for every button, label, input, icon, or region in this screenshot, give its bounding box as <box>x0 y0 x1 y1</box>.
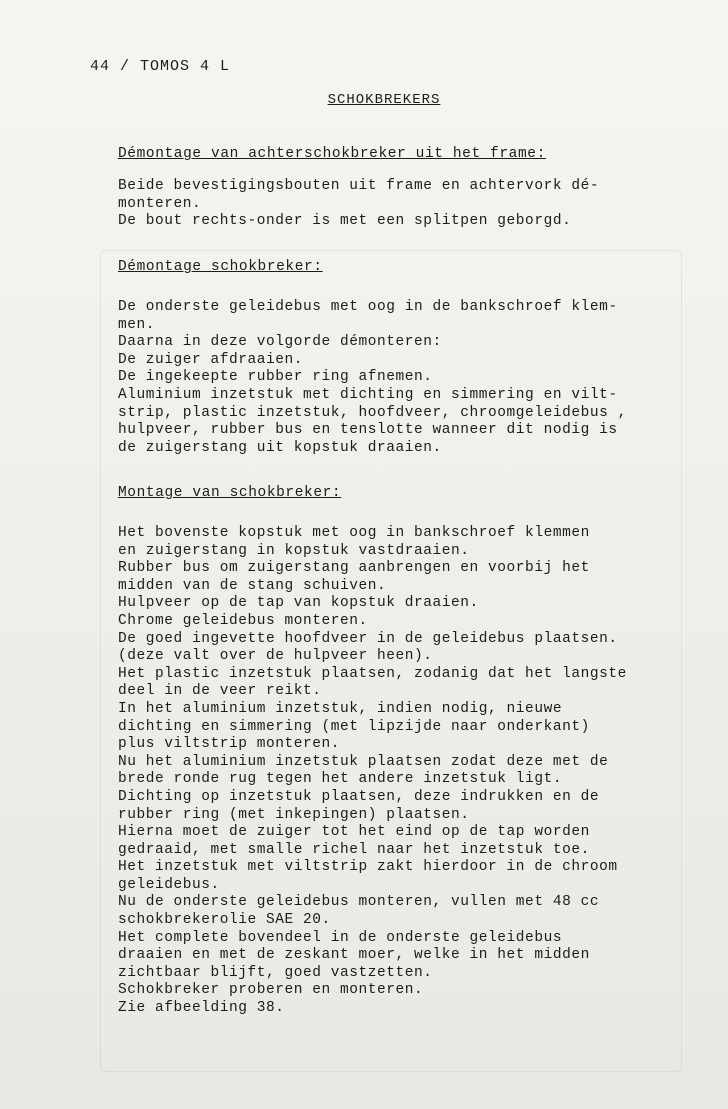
text-line: Daarna in deze volgorde démonteren: <box>118 334 442 351</box>
text-line: rubber ring (met inkepingen) plaatsen. <box>118 806 470 823</box>
section-heading-demontage-schokbreker: Démontage schokbreker: <box>118 259 323 275</box>
text-line: De onderste geleidebus met oog in de bankschroef klem- <box>118 299 618 315</box>
text-line: draaien en met de zeskant moer, welke in het midden <box>118 947 590 964</box>
text-line: Hierna moet de zuiger tot het eind op de tap worden <box>118 824 590 841</box>
text-line: Hulpveer op de tap van kopstuk draaien. <box>118 595 479 612</box>
text-line: strip, plastic inzetstuk, hoofdveer, chroomgeleidebus , <box>118 404 627 421</box>
text-line: dichting en simmering (met lipzijde naar onderkant) <box>118 718 590 735</box>
text-line: De ingekeepte rubber ring afnemen. <box>118 369 433 386</box>
text-line: brede ronde rug tegen het andere inzetstuk ligt. <box>118 771 563 788</box>
section-body-montage <box>118 525 688 1018</box>
text-line: Beide bevestigingsbouten uit frame en achtervork dé- <box>118 178 600 194</box>
text-line: Zie afbeelding 38. <box>118 1000 285 1017</box>
text-line: Nu het aluminium inzetstuk plaatsen zodat deze met de <box>118 753 609 770</box>
text-line: schokbrekerolie SAE 20. <box>118 912 331 929</box>
text-line: deel in de veer reikt. <box>118 683 322 700</box>
section-body-demontage-schokbreker <box>118 299 688 457</box>
text-line: Dichting op inzetstuk plaatsen, deze indrukken en de <box>118 788 600 805</box>
section-heading-demontage-achter: Démontage van achterschokbreker uit het frame: <box>118 146 546 162</box>
text-line: geleidebus. <box>118 876 220 893</box>
text-line: Het bovenste kopstuk met oog in bankschroef klemmen <box>118 525 590 541</box>
text-line: hulpveer, rubber bus en tenslotte wanneer dit nodig is <box>118 422 618 439</box>
text-line: Het plastic inzetstuk plaatsen, zodanig dat het langste <box>118 665 627 682</box>
text-line: gedraaid, met smalle richel naar het inzetstuk toe. <box>118 841 590 858</box>
text-line: de zuigerstang uit kopstuk draaien. <box>118 439 442 456</box>
page-header: 44 / TOMOS 4 L <box>90 58 231 75</box>
text-line: In het aluminium inzetstuk, indien nodig, nieuwe <box>118 700 563 717</box>
text-line: Aluminium inzetstuk met dichting en simmering en vilt- <box>118 386 618 403</box>
text-line: midden van de stang schuiven. <box>118 577 387 594</box>
text-line: (deze valt over de hulpveer heen). <box>118 648 433 665</box>
text-line: Het inzetstuk met viltstrip zakt hierdoor in de chroom <box>118 859 618 876</box>
text-line: Chrome geleidebus monteren. <box>118 612 368 629</box>
text-line: De bout rechts-onder is met een splitpen geborgd. <box>118 213 572 230</box>
text-line: men. <box>118 316 156 333</box>
text-line: Rubber bus om zuigerstang aanbrengen en voorbij het <box>118 560 590 577</box>
text-line: zichtbaar blijft, goed vastzetten. <box>118 964 433 981</box>
text-line: en zuigerstang in kopstuk vastdraaien. <box>118 542 470 559</box>
text-line: plus viltstrip monteren. <box>118 736 341 753</box>
page-title: SCHOKBREKERS <box>327 92 441 108</box>
text-line: De zuiger afdraaien. <box>118 351 304 368</box>
text-line: De goed ingevette hoofdveer in de geleidebus plaatsen. <box>118 630 618 647</box>
section-body-demontage-achter <box>118 178 688 231</box>
text-line: monteren. <box>118 195 202 212</box>
text-line: Schokbreker proberen en monteren. <box>118 982 424 999</box>
text-line: Het complete bovendeel in de onderste geleidebus <box>118 929 563 946</box>
text-line: Nu de onderste geleidebus monteren, vullen met 48 cc <box>118 894 600 911</box>
section-heading-montage: Montage van schokbreker: <box>118 485 342 501</box>
